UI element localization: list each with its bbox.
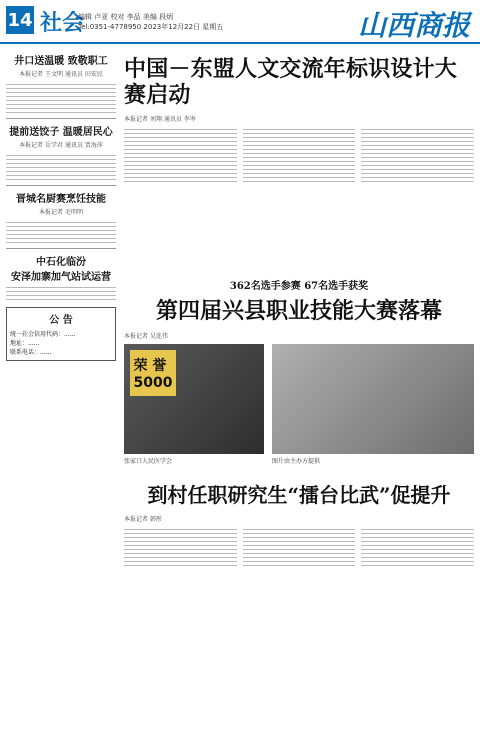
headline-1-byline: 本报记者 刘翔 通讯员 李岑 xyxy=(124,116,196,123)
story4-title-text: 中石化临汾 安泽加寨加气站试运营 xyxy=(11,257,111,283)
headline-3-article xyxy=(124,527,474,637)
section-name: 社会 xyxy=(40,11,85,36)
group-photo xyxy=(272,344,474,454)
masthead xyxy=(0,0,480,44)
photo-row xyxy=(124,344,474,465)
notice-box xyxy=(6,307,116,361)
story3-byline: 本报记者 毛明明 xyxy=(39,209,83,216)
story4-title xyxy=(6,253,116,283)
newspaper-logo: 山西商报 xyxy=(357,9,470,42)
main-area xyxy=(124,48,474,738)
contact-date-line: Tel:0351-4778950 2023年12月22日 星期五 xyxy=(78,23,224,31)
tagline: 362名选手参赛 67名选手获奖 xyxy=(229,281,369,292)
story3-title: 晋城名厨赛烹饪技能 xyxy=(16,194,106,205)
headline-3-byline: 本报记者 韩彤 xyxy=(124,516,162,523)
notice-text: 统一社会信用代码：...... 地址：...... 联系电话：...... xyxy=(10,331,76,356)
headline-2-byline: 本报记者 吴连伟 xyxy=(124,333,168,340)
story2-title: 提前送饺子 温暖居民心 xyxy=(9,127,113,138)
story2-body xyxy=(6,153,116,181)
story4-body xyxy=(6,285,116,301)
award-sign-text: 荣 誉 5000 xyxy=(133,358,173,391)
divider xyxy=(6,248,116,249)
left-column xyxy=(6,48,116,738)
award-sign xyxy=(130,350,176,396)
headline-3: 到村任职研究生“擂台比武”促提升 xyxy=(147,483,451,507)
divider xyxy=(6,118,116,119)
story1-body xyxy=(6,82,116,114)
headline-1-article xyxy=(124,127,474,267)
story2-byline: 本报记者 岳学君 通讯员 贾海萍 xyxy=(19,142,103,149)
page-number: 14 xyxy=(6,6,34,34)
award-photo xyxy=(124,344,264,454)
editor-line: 编辑 卢亚 校对 李品 美编 段炳 xyxy=(78,13,174,21)
headline-1: 中国－东盟人文交流年标识设计大赛启动 xyxy=(124,56,458,108)
notice-title: 公 告 xyxy=(49,315,73,326)
photo-left-caption: 张家口人民医学会 xyxy=(124,458,173,465)
story1-title: 井口送温暖 致敬职工 xyxy=(14,56,108,67)
photo-right-caption: 图片由主办方提供 xyxy=(272,458,321,465)
story1-byline: 本报记者 王文明 通讯员 田宏民 xyxy=(19,71,103,78)
story3-body xyxy=(6,220,116,244)
divider xyxy=(6,185,116,186)
headline-2: 第四届兴县职业技能大赛落幕 xyxy=(155,298,442,324)
